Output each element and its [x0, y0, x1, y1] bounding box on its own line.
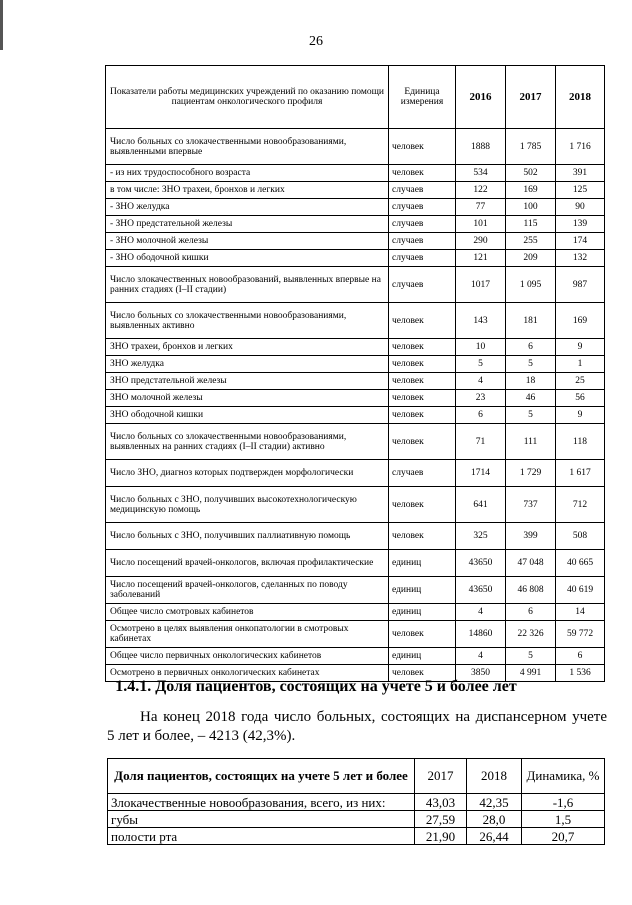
unit-cell: человек	[389, 487, 456, 523]
share-column-header: Доля пациентов, состоящих на учете 5 лет и более	[108, 759, 415, 794]
value-2016-cell: 5	[456, 356, 506, 373]
value-2017-cell: 502	[506, 165, 556, 182]
value-2017-cell: 5	[506, 356, 556, 373]
unit-cell: человек	[389, 424, 456, 460]
unit-cell: человек	[389, 339, 456, 356]
value-2018-cell: 1 617	[556, 460, 605, 487]
table-row	[106, 303, 605, 339]
unit-cell: единиц	[389, 550, 456, 577]
value-2017-cell: 399	[506, 523, 556, 550]
indicator-cell: ЗНО желудка	[106, 356, 389, 373]
indicator-cell: - ЗНО предстательной железы	[106, 216, 389, 233]
indicator-cell: - ЗНО ободочной кишки	[106, 250, 389, 267]
table-row	[106, 621, 605, 648]
table-row	[106, 523, 605, 550]
value-2016-cell: 4	[456, 373, 506, 390]
unit-cell: случаев	[389, 267, 456, 303]
table-row	[106, 165, 605, 182]
section-heading: 1.4.1. Доля пациентов, состоящих на учете 5 и более лет	[115, 678, 517, 695]
table-row	[108, 794, 605, 811]
page-number: 26	[309, 34, 323, 49]
dynamics-cell: 20,7	[522, 828, 605, 845]
table-row	[106, 250, 605, 267]
value-2017-cell: 27,59	[415, 811, 467, 828]
unit-cell: случаев	[389, 182, 456, 199]
table-row	[106, 373, 605, 390]
indicator-cell: губы	[108, 811, 415, 828]
value-2017-cell: 22 326	[506, 621, 556, 648]
indicator-cell: - ЗНО молочной железы	[106, 233, 389, 250]
value-2016-cell: 641	[456, 487, 506, 523]
value-2016-cell: 534	[456, 165, 506, 182]
value-2018-cell: 56	[556, 390, 605, 407]
indicators-table-body	[106, 129, 605, 682]
value-2017-cell: 1 729	[506, 460, 556, 487]
value-2016-cell: 71	[456, 424, 506, 460]
long-term-patients-table	[107, 758, 605, 845]
value-2017-cell: 46 808	[506, 577, 556, 604]
value-2018-cell: 6	[556, 648, 605, 665]
table-row	[106, 339, 605, 356]
indicator-column-header: Показатели работы медицинских учреждений по оказанию помощи пациентам онкологического профиля	[106, 66, 389, 129]
value-2017-cell: 115	[506, 216, 556, 233]
value-2018-cell: 169	[556, 303, 605, 339]
unit-cell: человек	[389, 303, 456, 339]
indicator-cell: - из них трудоспособного возраста	[106, 165, 389, 182]
value-2016-cell: 10	[456, 339, 506, 356]
table-row	[106, 460, 605, 487]
value-2018-cell: 987	[556, 267, 605, 303]
value-2016-cell: 1888	[456, 129, 506, 165]
value-2018-cell: 90	[556, 199, 605, 216]
value-2018-cell: 174	[556, 233, 605, 250]
summary-paragraph	[107, 708, 607, 746]
value-2016-cell: 4	[456, 604, 506, 621]
value-2016-cell: 3850	[456, 665, 506, 682]
table-row	[106, 267, 605, 303]
value-2016-cell: 43650	[456, 577, 506, 604]
value-2017-cell: 18	[506, 373, 556, 390]
value-2016-cell: 43650	[456, 550, 506, 577]
table-row	[108, 828, 605, 845]
indicator-cell: Число посещений врачей-онкологов, сделанных по поводу заболеваний	[106, 577, 389, 604]
indicator-cell: Число злокачественных новообразований, выявленных впервые на ранних стадиях (I–II стадии)	[106, 267, 389, 303]
value-2018-cell: 9	[556, 407, 605, 424]
table-row	[106, 487, 605, 523]
unit-cell: случаев	[389, 233, 456, 250]
table-row	[106, 407, 605, 424]
table-header-row	[106, 66, 605, 129]
value-2018-cell: 712	[556, 487, 605, 523]
value-2016-cell: 290	[456, 233, 506, 250]
unit-cell: человек	[389, 373, 456, 390]
value-2017-cell: 169	[506, 182, 556, 199]
value-2017-cell: 737	[506, 487, 556, 523]
unit-cell: единиц	[389, 577, 456, 604]
indicator-cell: Злокачественные новообразования, всего, из них:	[108, 794, 415, 811]
unit-cell: единиц	[389, 648, 456, 665]
dynamics-column-header: Динамика, %	[522, 759, 605, 794]
year-2018-header: 2018	[467, 759, 522, 794]
value-2018-cell: 28,0	[467, 811, 522, 828]
value-2018-cell: 508	[556, 523, 605, 550]
value-2017-cell: 181	[506, 303, 556, 339]
indicator-cell: полости рта	[108, 828, 415, 845]
table-row	[106, 550, 605, 577]
value-2017-cell: 5	[506, 648, 556, 665]
value-2016-cell: 121	[456, 250, 506, 267]
value-2017-cell: 4 991	[506, 665, 556, 682]
unit-cell: человек	[389, 356, 456, 373]
value-2017-cell: 5	[506, 407, 556, 424]
indicator-cell: ЗНО молочной железы	[106, 390, 389, 407]
unit-cell: случаев	[389, 199, 456, 216]
value-2018-cell: 9	[556, 339, 605, 356]
indicator-cell: Осмотрено в целях выявления онкопатологии в смотровых кабинетах	[106, 621, 389, 648]
indicator-cell: Число больных со злокачественными новообразованиями, выявленных на ранних стадиях (I–II стадии) активно	[106, 424, 389, 460]
value-2018-cell: 25	[556, 373, 605, 390]
value-2016-cell: 6	[456, 407, 506, 424]
value-2017-cell: 6	[506, 339, 556, 356]
value-2016-cell: 101	[456, 216, 506, 233]
value-2017-cell: 1 785	[506, 129, 556, 165]
indicator-cell: в том числе: ЗНО трахеи, бронхов и легких	[106, 182, 389, 199]
value-2018-cell: 1 716	[556, 129, 605, 165]
year-2016-header: 2016	[456, 66, 506, 129]
value-2018-cell: 125	[556, 182, 605, 199]
value-2017-cell: 111	[506, 424, 556, 460]
unit-cell: человек	[389, 390, 456, 407]
indicator-cell: Общее число первичных онкологических кабинетов	[106, 648, 389, 665]
value-2016-cell: 325	[456, 523, 506, 550]
unit-cell: человек	[389, 407, 456, 424]
value-2017-cell: 209	[506, 250, 556, 267]
table-row	[106, 424, 605, 460]
value-2018-cell: 59 772	[556, 621, 605, 648]
value-2016-cell: 1017	[456, 267, 506, 303]
table-row	[106, 216, 605, 233]
value-2018-cell: 391	[556, 165, 605, 182]
table-row	[108, 811, 605, 828]
value-2018-cell: 1	[556, 356, 605, 373]
value-2018-cell: 1 536	[556, 665, 605, 682]
paragraph-line-2: 5 лет и более, – 4213 (42,3%).	[107, 728, 296, 744]
indicator-cell: Число больных со злокачественными новообразованиями, выявленными впервые	[106, 129, 389, 165]
table-row	[106, 233, 605, 250]
unit-cell: человек	[389, 129, 456, 165]
table-row	[106, 199, 605, 216]
dynamics-cell: 1,5	[522, 811, 605, 828]
table-header-row	[108, 759, 605, 794]
value-2018-cell: 132	[556, 250, 605, 267]
value-2017-cell: 100	[506, 199, 556, 216]
value-2018-cell: 40 619	[556, 577, 605, 604]
oncology-indicators-table	[105, 65, 605, 682]
unit-cell: человек	[389, 665, 456, 682]
indicator-cell: Число больных с ЗНО, получивших высокотехнологическую медицинскую помощь	[106, 487, 389, 523]
value-2018-cell: 139	[556, 216, 605, 233]
year-2017-header: 2017	[415, 759, 467, 794]
table-row	[106, 577, 605, 604]
unit-column-header: Единица измерения	[389, 66, 456, 129]
value-2016-cell: 77	[456, 199, 506, 216]
value-2016-cell: 14860	[456, 621, 506, 648]
value-2017-cell: 21,90	[415, 828, 467, 845]
indicator-cell: ЗНО ободочной кишки	[106, 407, 389, 424]
value-2016-cell: 1714	[456, 460, 506, 487]
value-2016-cell: 122	[456, 182, 506, 199]
unit-cell: единиц	[389, 604, 456, 621]
table-row	[106, 648, 605, 665]
table-row	[106, 182, 605, 199]
year-2018-header: 2018	[556, 66, 605, 129]
paragraph-line-1: На конец 2018 года число больных, состоящих на диспансерном учете	[140, 709, 607, 725]
indicator-cell: Число больных со злокачественными новообразованиями, выявленных активно	[106, 303, 389, 339]
table-row	[106, 604, 605, 621]
unit-cell: человек	[389, 523, 456, 550]
indicator-cell: ЗНО трахеи, бронхов и легких	[106, 339, 389, 356]
year-2017-header: 2017	[506, 66, 556, 129]
unit-cell: человек	[389, 165, 456, 182]
value-2017-cell: 255	[506, 233, 556, 250]
indicator-cell: Осмотрено в первичных онкологических кабинетах	[106, 665, 389, 682]
value-2017-cell: 43,03	[415, 794, 467, 811]
value-2017-cell: 46	[506, 390, 556, 407]
indicator-cell: Число больных с ЗНО, получивших паллиативную помощь	[106, 523, 389, 550]
value-2018-cell: 42,35	[467, 794, 522, 811]
unit-cell: человек	[389, 621, 456, 648]
indicator-cell: - ЗНО желудка	[106, 199, 389, 216]
value-2018-cell: 14	[556, 604, 605, 621]
long-term-table-body	[108, 794, 605, 845]
value-2018-cell: 26,44	[467, 828, 522, 845]
unit-cell: случаев	[389, 460, 456, 487]
dynamics-cell: -1,6	[522, 794, 605, 811]
value-2018-cell: 118	[556, 424, 605, 460]
value-2017-cell: 6	[506, 604, 556, 621]
indicator-cell: ЗНО предстательной железы	[106, 373, 389, 390]
table-row	[106, 129, 605, 165]
table-row	[106, 390, 605, 407]
value-2016-cell: 143	[456, 303, 506, 339]
table-row	[106, 356, 605, 373]
value-2018-cell: 40 665	[556, 550, 605, 577]
value-2017-cell: 1 095	[506, 267, 556, 303]
value-2016-cell: 4	[456, 648, 506, 665]
unit-cell: случаев	[389, 216, 456, 233]
indicator-cell: Число посещений врачей-онкологов, включая профилактические	[106, 550, 389, 577]
unit-cell: случаев	[389, 250, 456, 267]
indicator-cell: Общее число смотровых кабинетов	[106, 604, 389, 621]
value-2017-cell: 47 048	[506, 550, 556, 577]
value-2016-cell: 23	[456, 390, 506, 407]
indicator-cell: Число ЗНО, диагноз которых подтвержден морфологически	[106, 460, 389, 487]
